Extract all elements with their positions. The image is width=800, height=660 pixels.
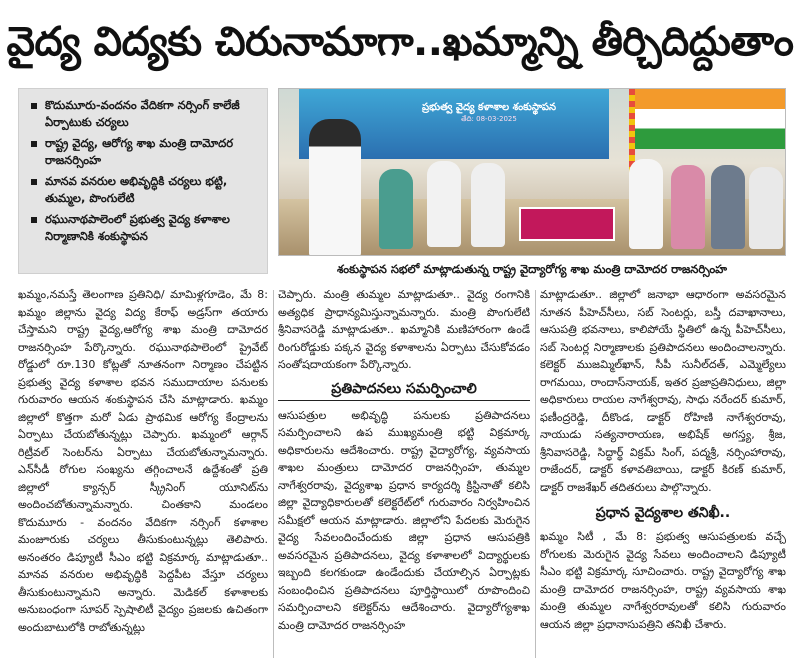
- seated-guest: [629, 159, 663, 249]
- highlight-item: [31, 97, 257, 131]
- article-column-1: [18, 286, 268, 658]
- column-text: చెప్పారు. మంత్రి తుమ్మల మాట్లాడుతూ.. వైద్య రంగానికి అత్యధిక ప్రాధాన్యమిస్తున్నామన్నారు. మంత్రి పొంగులేటి శ్రీనివాసరెడ్డి మాట్లాడుతూ.. ఖమ్మానికి మణిహారంగా ఉండే రింగురోడ్డుకు పక్కన వైద్య కళాశాలను ఏర్పాటు చేసుకోవడం సంతోషదాయకంగా పేర్కొన్నారు.: [278, 288, 530, 371]
- section-subheading: ప్రధాన వైద్యశాల తనిఖీ..: [595, 505, 731, 521]
- seated-guest: [749, 167, 783, 249]
- seated-guest: [711, 165, 745, 249]
- article-column-2: [278, 286, 530, 658]
- column-text: ఖమ్మం,నమస్తే తెలంగాణ ప్రతినిధి/ మామిళ్లగూడెం, మే 8: ఖమ్మం జిల్లాను వైద్య విద్య కేరాఫ్ అడ్రస్‌గా తయారు చేస్తామని రాష్ట్ర వైద్య,ఆరోగ్య శాఖ మంత్రి దామోదర రాజనర్సింహ పేర్కొన్నారు. రఘునాథపాలెంలో ప్రైవేట్ రోడ్డులో రూ.130 కోట్లతో నూతనంగా నిర్మాణం చేపట్టిన ప్రభుత్వ వైద్య కళాశాల భవన సముదాయాల పనులకు గురువారం ఆయన శంకుస్థాపన చేసి మాట్లాడారు. ఖమ్మం జిల్లాలో కొత్తగా మరో ఏడు ప్రాథమిక ఆరోగ్య కేంద్రాలను ఏర్పాటు చేయబోతున్నట్లు చెప్పారు. ఖమ్మంలో ఆర్గాన్ రిట్రీవల్ సెంటర్‌ను ఏర్పాటు చేయబోతున్నామన్నారు. ఎన్‌సీడీ రోగుల సంఖ్యను తగ్గించాలనే ఉద్దేశంతో ప్రతి జిల్లాలో క్యాన్సర్ స్క్రీనింగ్ యూనిట్‌ను అందించబోతున్నామన్నారు. చింతకాని మండలం కొదుమూరు - వందనం వేదికగా నర్సింగ్ కళాశాల మంజూరుకు చర్యలు తీసుకుంటున్నట్లు తెలిపారు. అనంతరం డిప్యూటీ సీఎం భట్టి విక్రమార్క మాట్లాడుతూ.. మానవ వనరుల అభివృద్ధికి పెద్దపీట వేస్తూ చర్యలు తీసుకుంటున్నామని అన్నారు. మెడికల్ కళాశాలకు అనుబంధంగా సూపర్ స్పెషాలిటీ వైద్యం ప్రజలకు ఉచితంగా అందుబాటులోకి రాబోతున్నట్లు: [18, 288, 268, 634]
- article-column-3: [540, 286, 786, 658]
- seated-guest: [427, 161, 461, 247]
- column-text: ఆసుపత్రుల అభివృద్ధి పనులకు ప్రతిపాదనలు సమర్పించాలని ఉప ముఖ్యమంత్రి భట్టి విక్రమార్క అధికారులను ఆదేశించారు. రాష్ట్ర వైద్యారోగ్య, వ్యవసాయ శాఖల మంత్రులు దామోదర రాజనర్సింహ, తుమ్మల నాగేశ్వరరావు, వైద్యశాఖ ప్రధాన కార్యదర్శి క్రిస్టినాతో కలిసి జిల్లా వైద్యాధికారులతో కలెక్టరేట్‌లో గురువారం నిర్వహించిన సమీక్షలో ఆయన మాట్లాడారు. జిల్లాలోని పేదలకు మెరుగైన వైద్య సేవలందించేందుకు జిల్లా ప్రధాన ఆసుపత్రికి అవసరమైన ప్రతిపాదనలు, వైద్య కళాశాలలో విద్యార్థులకు ఇబ్బంది కలగకుండా ఉండేందుకు చేయాల్సిన ఏర్పాట్లకు సంబంధించిన ప్రతిపాదనలు పూర్తిస్థాయిలో రూపొందించి సమర్పించాలని కలెక్టర్‌ను ఆదేశించారు. వైద్యారోగ్యశాఖ మంత్రి దామోదర రాజనర్సింహ: [278, 408, 530, 632]
- bullet-square-icon: [31, 179, 37, 185]
- banner-text: ప్రభుత్వ వైద్య కళాశాల శంకుస్థాపన: [422, 102, 556, 113]
- event-photo: [278, 88, 786, 256]
- highlight-text: మానవ వనరుల అభివృద్ధికి చర్యలు భట్టి, తుమ్మల, పొంగులేటి: [45, 174, 228, 205]
- column-text: మాట్లాడుతూ.. జిల్లాలో జనాభా ఆధారంగా అవసరమైన నూతన పీహెచ్‌సీలు, సబ్ సెంటర్లు, బస్తీ దవాఖానాలు, ఆసుపత్రి భవనాలు, కాలిపోయే స్థితిలో ఉన్న పీహెచ్‌సీలు, సబ్ సెంటర్ల నిర్మాణాలకు ప్రతిపాదనలు అందించాలన్నారు. కలెక్టర్ ముజమ్మిల్‌ఖాన్, సీపీ సునీల్‌దత్, ఎమ్మెల్యేలు రాగమయి, రాందాస్‌నాయక్, ఇతర ప్రజాప్రతినిధులు, జిల్లా అధికారులు రాయల నాగేశ్వరావు, సాధు నరేందర్ కుమార్, ఫణీంద్రరెడ్డి, దీకొండ, డాక్టర్ రోహిణి నాగేశ్వరరావు, నాయుడు సత్యనారాయణ, అభిషేక్ అగస్త్య, శ్రీజ, శ్రీనివాసరెడ్డి, సిద్ధార్థ్ విక్రమ్ సింగ్, పద్మశ్రీ, నర్సింహారావు, రాజేందర్, డాక్టర్ కళావతిబాయి, డాక్టర్ కిరణ్ కుమార్, డాక్టర్ రాజశేఖర్ తదితరులు పాల్గొన్నారు.: [540, 288, 786, 494]
- bullet-square-icon: [31, 217, 37, 223]
- speaker-figure: [309, 119, 361, 256]
- bullet-square-icon: [31, 103, 37, 109]
- column-divider: [535, 290, 536, 658]
- flower-podium: [519, 207, 615, 241]
- highlight-item: [31, 135, 257, 169]
- bullet-square-icon: [31, 141, 37, 147]
- photo-caption: శంకుస్థాపన సభలో మాట్లాడుతున్న రాష్ట్ర వైద్యారోగ్య శాఖ మంత్రి దామోదర రాజనర్సింహ: [336, 262, 728, 276]
- tricolor-backdrop: [635, 89, 785, 149]
- highlight-text: కొదుమూరు-వందనం వేదికగా నర్సింగ్ కాలేజీ ఏర్పాటుకు చర్యలు: [45, 98, 240, 129]
- section-subheading: ప్రతిపాదనలు సమర్పించాలి: [278, 378, 530, 401]
- highlight-text: రాష్ట్ర వైద్య, ఆరోగ్య శాఖ మంత్రి దామోదర రాజనర్సింహ: [45, 136, 234, 167]
- column-divider: [273, 290, 274, 658]
- banner-date: తేది: 08-03-2025: [461, 115, 517, 123]
- highlight-item: [31, 211, 257, 245]
- column-text: ఖమ్మం సిటీ , మే 8: ప్రభుత్వ ఆసుపత్రులకు వచ్చే రోగులకు మెరుగైన వైద్య సేవలు అందించాలని డిప్యూటీ సీఎం భట్టి విక్రమార్క సూచించారు. రాష్ట్ర వైద్యారోగ్య శాఖ మంత్రి దామోదర రాజనర్సింహ, రాష్ట్ర వ్యవసాయ శాఖ మంత్రి తుమ్మల నాగేశ్వరరావులతో కలిసి గురువారం ఆయన జిల్లా ప్రధానాసుపత్రిని తనిఖీ చేశారు.: [540, 530, 786, 631]
- seated-guest: [471, 163, 505, 247]
- highlight-item: [31, 173, 257, 207]
- seated-guest: [671, 165, 705, 249]
- highlight-text: రఘునాథపాలెంలో ప్రభుత్వ వైద్య కళాశాల నిర్మాణానికి శంకుస్థాపన: [45, 212, 230, 243]
- highlights-box: [18, 88, 268, 274]
- seated-guest: [379, 169, 413, 249]
- article-headline: వైద్య విద్యకు చిరునామాగా..ఖమ్మాన్ని తీర్చిదిద్దుతాం: [6, 19, 794, 65]
